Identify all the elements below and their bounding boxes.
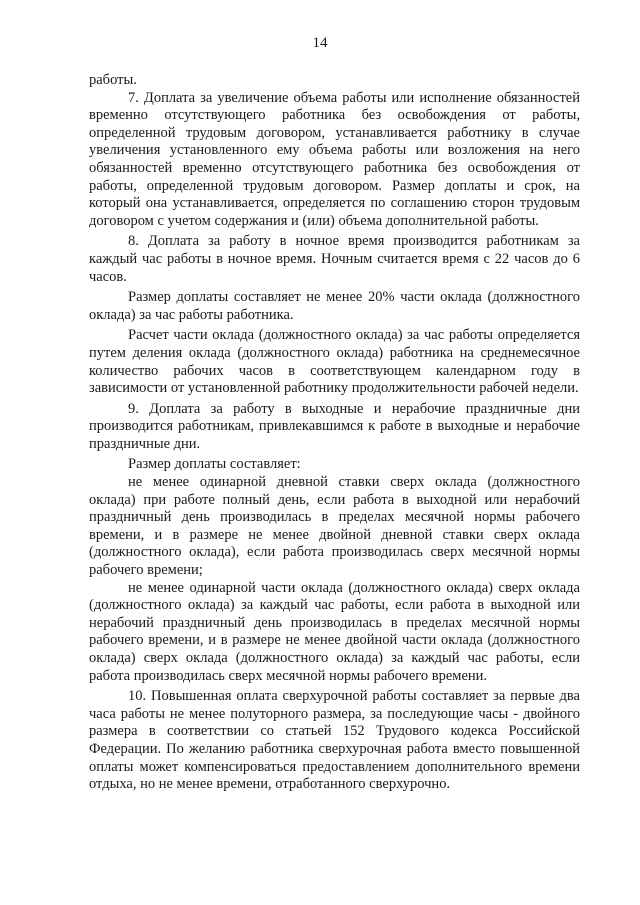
paragraph-continuation: работы. xyxy=(89,72,137,88)
paragraph-holiday-pay-intro: Размер доплаты составляет: xyxy=(128,456,301,473)
paragraph-item-7: 7. Доплата за увеличение объема работы или исполнение обязанностей временно отсутствующего работника без освобождения от работы, определенной трудовым договором, устанавливается работнику в случае увеличения установленного ему объема работы или возложения на него обязанностей временно отсутствующего работника без освобождения от работы, определенной трудовым договором. Размер доплаты и срок, на который она устанавливается, определяется по соглашению сторон трудовым договором с учетом содержания и (или) объема дополнительной работы. xyxy=(89,89,580,229)
paragraph-item-9: 9. Доплата за работу в выходные и нерабочие праздничные дни производится работникам, привлекавшимся к работе в выходные и нерабочие праздничные дни. xyxy=(89,400,580,452)
page-number: 14 xyxy=(312,35,328,51)
paragraph-holiday-pay-hourly: не менее одинарной части оклада (должностного оклада) сверх оклада (должностного оклада) за каждый час работы, если работа в выходной или нерабочий праздничный день производилась в пределах месячной нормы рабочего времени, и в размере не менее двойной части оклада (должностного оклада) сверх оклада (должностного оклада) за каждый час работы, если работа производилась сверх месячной нормы рабочего времени. xyxy=(89,579,580,684)
paragraph-holiday-pay-daily: не менее одинарной дневной ставки сверх оклада (должностного оклада) при работе полный день, если работа в выходной или нерабочий праздничный день производилась в пределах месячной нормы рабочего времени, и в размере не менее двойной дневной ставки сверх оклада (должностного оклада), если работа производилась сверх месячной нормы рабочего времени; xyxy=(89,474,580,579)
paragraph-hourly-calculation: Расчет части оклада (должностного оклада) за час работы определяется путем деления оклада (должностного оклада) работника на среднемесячное количество рабочих часов в соответствующем календарном году в зависимости от установленной работнику продолжительности рабочей недели. xyxy=(89,327,580,397)
paragraph-item-8: 8. Доплата за работу в ночное время производится работникам за каждый час работы в ночное время. Ночным считается время с 22 часов до 6 часов. xyxy=(89,233,580,285)
document-body xyxy=(89,72,580,794)
paragraph-night-pay-amount: Размер доплаты составляет не менее 20% части оклада (должностного оклада) за час работы работника. xyxy=(89,289,580,323)
paragraph-item-10: 10. Повышенная оплата сверхурочной работы составляет за первые два часа работы не менее полуторного размера, за последующие часы - двойного размера в соответствии со статьей 152 Трудового кодекса Российской Федерации. По желанию работника сверхурочная работа вместо повышенной оплаты может компенсироваться предоставлением дополнительного времени отдыха, но не менее времени, отработанного сверхурочно. xyxy=(89,688,580,793)
